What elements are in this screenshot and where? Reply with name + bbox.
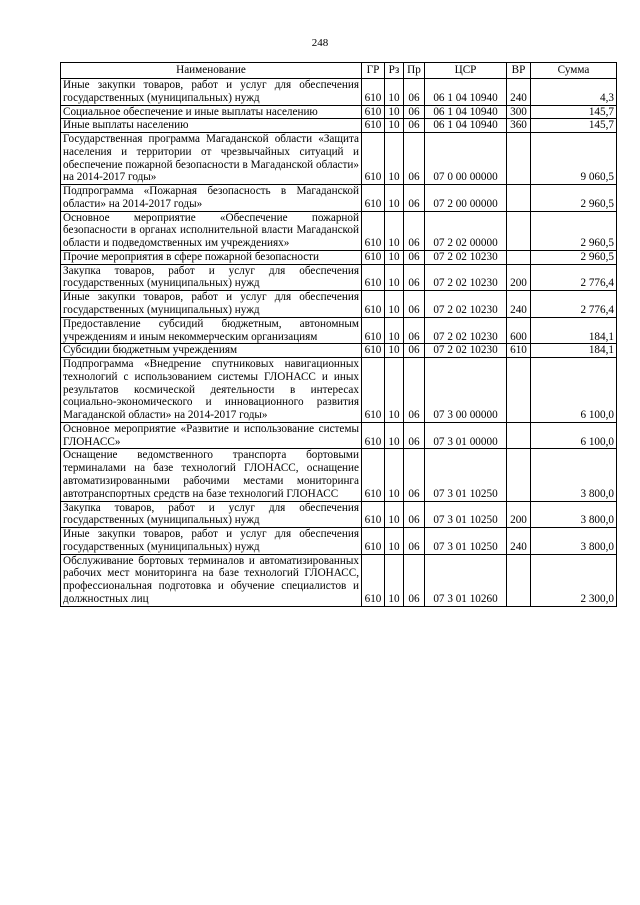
cell-csr: 07 2 00 00000 (425, 185, 507, 212)
header-vr: ВР (507, 63, 531, 79)
cell-csr: 07 2 02 10230 (425, 264, 507, 291)
cell-name: Основное мероприятие «Обеспечение пожарной безопасности в органах исполнительной власти Магаданской области и подведомственных им учреждениях» (61, 211, 362, 250)
table-row (61, 501, 617, 528)
cell-pr: 06 (404, 105, 425, 119)
cell-vr (507, 211, 531, 250)
cell-sum: 3 800,0 (531, 528, 617, 555)
cell-csr: 07 2 02 10230 (425, 250, 507, 264)
cell-csr: 06 1 04 10940 (425, 119, 507, 133)
cell-pr: 06 (404, 554, 425, 606)
cell-gr: 610 (362, 264, 385, 291)
cell-name: Закупка товаров, работ и услуг для обеспечения государственных (муниципальных) нужд (61, 264, 362, 291)
cell-name: Субсидии бюджетным учреждениям (61, 344, 362, 358)
cell-csr: 07 3 01 10250 (425, 449, 507, 501)
cell-gr: 610 (362, 528, 385, 555)
table-row (61, 358, 617, 423)
budget-table (60, 62, 617, 607)
header-rz: Рз (385, 63, 404, 79)
cell-sum: 2 776,4 (531, 291, 617, 318)
cell-rz: 10 (385, 250, 404, 264)
cell-pr: 06 (404, 250, 425, 264)
cell-sum: 145,7 (531, 105, 617, 119)
cell-csr: 07 0 00 00000 (425, 133, 507, 185)
cell-sum: 184,1 (531, 344, 617, 358)
cell-csr: 07 3 01 10250 (425, 528, 507, 555)
cell-rz: 10 (385, 264, 404, 291)
cell-pr: 06 (404, 422, 425, 449)
cell-gr: 610 (362, 344, 385, 358)
table-row (61, 422, 617, 449)
cell-csr: 07 2 02 10230 (425, 291, 507, 318)
cell-rz: 10 (385, 211, 404, 250)
cell-rz: 10 (385, 105, 404, 119)
cell-pr: 06 (404, 185, 425, 212)
table-row (61, 528, 617, 555)
table-row (61, 133, 617, 185)
cell-rz: 10 (385, 119, 404, 133)
cell-rz: 10 (385, 358, 404, 423)
cell-vr: 360 (507, 119, 531, 133)
cell-pr: 06 (404, 501, 425, 528)
cell-gr: 610 (362, 105, 385, 119)
cell-gr: 610 (362, 449, 385, 501)
cell-sum: 145,7 (531, 119, 617, 133)
cell-rz: 10 (385, 554, 404, 606)
cell-gr: 610 (362, 133, 385, 185)
cell-vr: 610 (507, 344, 531, 358)
cell-gr: 610 (362, 250, 385, 264)
table-row (61, 317, 617, 344)
cell-vr: 200 (507, 501, 531, 528)
cell-sum: 4,3 (531, 79, 617, 106)
cell-name: Предоставление субсидий бюджетным, автономным учреждениям и иным некоммерческим организациям (61, 317, 362, 344)
table-row (61, 211, 617, 250)
table-row (61, 185, 617, 212)
cell-vr: 240 (507, 291, 531, 318)
cell-sum: 6 100,0 (531, 422, 617, 449)
cell-csr: 07 3 01 00000 (425, 422, 507, 449)
table-row (61, 264, 617, 291)
cell-rz: 10 (385, 528, 404, 555)
cell-vr: 300 (507, 105, 531, 119)
header-name: Наименование (61, 63, 362, 79)
cell-sum: 2 960,5 (531, 250, 617, 264)
cell-rz: 10 (385, 79, 404, 106)
table-row (61, 250, 617, 264)
cell-pr: 06 (404, 79, 425, 106)
cell-name: Подпрограмма «Пожарная безопасность в Магаданской области» на 2014-2017 годы» (61, 185, 362, 212)
cell-vr (507, 422, 531, 449)
cell-vr (507, 185, 531, 212)
cell-gr: 610 (362, 554, 385, 606)
cell-pr: 06 (404, 358, 425, 423)
header-sum: Сумма (531, 63, 617, 79)
cell-vr (507, 449, 531, 501)
header-gr: ГР (362, 63, 385, 79)
header-pr: Пр (404, 63, 425, 79)
cell-name: Иные закупки товаров, работ и услуг для обеспечения государственных (муниципальных) нужд (61, 528, 362, 555)
cell-rz: 10 (385, 133, 404, 185)
cell-rz: 10 (385, 422, 404, 449)
cell-rz: 10 (385, 291, 404, 318)
cell-csr: 07 2 02 10230 (425, 344, 507, 358)
cell-vr: 240 (507, 79, 531, 106)
cell-gr: 610 (362, 422, 385, 449)
table-body (61, 79, 617, 607)
cell-pr: 06 (404, 291, 425, 318)
cell-sum: 3 800,0 (531, 449, 617, 501)
cell-gr: 610 (362, 317, 385, 344)
cell-name: Подпрограмма «Внедрение спутниковых навигационных технологий с использованием системы ГЛОНАСС и иных результатов космической деятельности в интересах социально-экономического и инновационного развития Магаданской области» на 2014-2017 годы» (61, 358, 362, 423)
table-row (61, 79, 617, 106)
cell-vr: 240 (507, 528, 531, 555)
cell-pr: 06 (404, 528, 425, 555)
cell-name: Обслуживание бортовых терминалов и автоматизированных рабочих мест мониторинга на базе технологий ГЛОНАСС, профессиональная подготовка и обучение специалистов и должностных лиц (61, 554, 362, 606)
cell-name: Иные закупки товаров, работ и услуг для обеспечения государственных (муниципальных) нужд (61, 79, 362, 106)
page-number: 248 (311, 37, 329, 49)
cell-pr: 06 (404, 264, 425, 291)
cell-sum: 184,1 (531, 317, 617, 344)
cell-vr: 200 (507, 264, 531, 291)
cell-sum: 9 060,5 (531, 133, 617, 185)
cell-pr: 06 (404, 317, 425, 344)
table-row (61, 554, 617, 606)
cell-pr: 06 (404, 344, 425, 358)
cell-csr: 07 3 01 10250 (425, 501, 507, 528)
cell-gr: 610 (362, 501, 385, 528)
cell-name: Иные выплаты населению (61, 119, 362, 133)
table-row (61, 449, 617, 501)
cell-name: Иные закупки товаров, работ и услуг для обеспечения государственных (муниципальных) нужд (61, 291, 362, 318)
cell-rz: 10 (385, 344, 404, 358)
cell-csr: 07 2 02 10230 (425, 317, 507, 344)
cell-csr: 07 3 01 10260 (425, 554, 507, 606)
cell-sum: 2 300,0 (531, 554, 617, 606)
cell-rz: 10 (385, 501, 404, 528)
cell-gr: 610 (362, 291, 385, 318)
cell-pr: 06 (404, 119, 425, 133)
table-row (61, 344, 617, 358)
cell-vr (507, 358, 531, 423)
cell-gr: 610 (362, 211, 385, 250)
cell-name: Государственная программа Магаданской области «Защита населения и территории от чрезвычайных ситуаций и обеспечение пожарной безопасности в Магаданской области» на 2014-2017 годы» (61, 133, 362, 185)
cell-csr: 06 1 04 10940 (425, 79, 507, 106)
cell-pr: 06 (404, 211, 425, 250)
cell-sum: 2 776,4 (531, 264, 617, 291)
cell-name: Социальное обеспечение и иные выплаты населению (61, 105, 362, 119)
cell-gr: 610 (362, 185, 385, 212)
cell-vr: 600 (507, 317, 531, 344)
table-row (61, 291, 617, 318)
table-header-row (61, 63, 617, 79)
cell-gr: 610 (362, 358, 385, 423)
cell-csr: 06 1 04 10940 (425, 105, 507, 119)
cell-sum: 2 960,5 (531, 211, 617, 250)
cell-sum: 6 100,0 (531, 358, 617, 423)
cell-name: Оснащение ведомственного транспорта бортовыми терминалами на базе технологий ГЛОНАСС, оснащение автоматизированными рабочими местами мониторинга автотранспортных средств на базе технологий ГЛОНАСС (61, 449, 362, 501)
cell-name: Закупка товаров, работ и услуг для обеспечения государственных (муниципальных) нужд (61, 501, 362, 528)
cell-sum: 3 800,0 (531, 501, 617, 528)
cell-name: Основное мероприятие «Развитие и использование системы ГЛОНАСС» (61, 422, 362, 449)
cell-vr (507, 554, 531, 606)
cell-rz: 10 (385, 317, 404, 344)
cell-vr (507, 250, 531, 264)
cell-gr: 610 (362, 79, 385, 106)
cell-rz: 10 (385, 449, 404, 501)
cell-gr: 610 (362, 119, 385, 133)
cell-vr (507, 133, 531, 185)
cell-pr: 06 (404, 133, 425, 185)
cell-csr: 07 2 02 00000 (425, 211, 507, 250)
table-row (61, 105, 617, 119)
table-row (61, 119, 617, 133)
cell-csr: 07 3 00 00000 (425, 358, 507, 423)
cell-name: Прочие мероприятия в сфере пожарной безопасности (61, 250, 362, 264)
cell-pr: 06 (404, 449, 425, 501)
cell-sum: 2 960,5 (531, 185, 617, 212)
cell-rz: 10 (385, 185, 404, 212)
header-csr: ЦСР (425, 63, 507, 79)
